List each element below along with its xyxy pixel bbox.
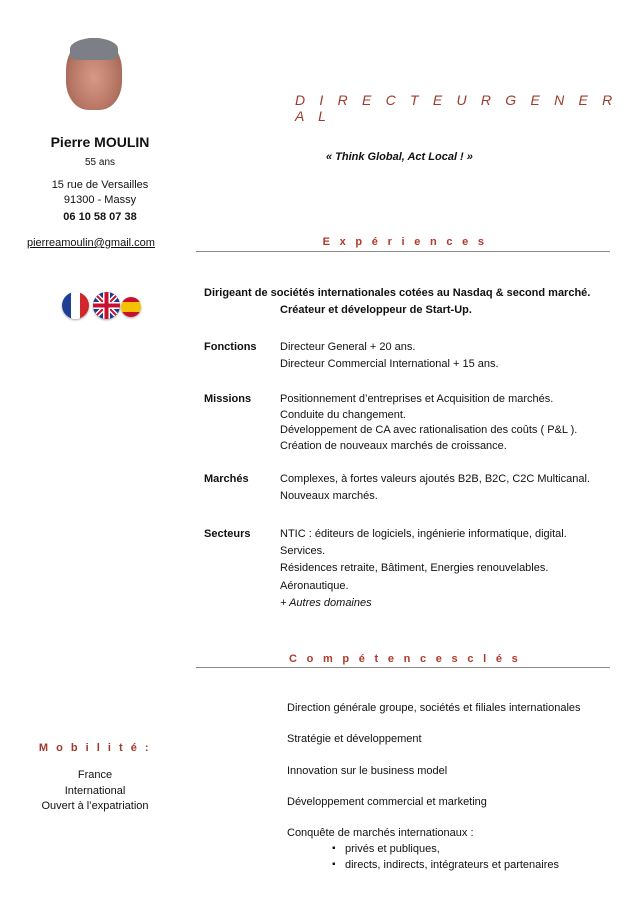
competence-subitem: ▪ directs, indirects, intégrateurs et partenaires [345,859,559,871]
profile-photo [66,38,122,110]
experience-item: + Autres domaines [280,597,372,609]
experience-label-marches: Marchés [204,473,249,485]
competence-item: Innovation sur le business model [287,765,448,777]
experience-item: Complexes, à fortes valeurs ajoutés B2B, B2C, C2C Multicanal. [280,473,590,485]
address-line-1: 15 rue de Versailles [51,179,149,191]
spain-flag-icon [121,297,141,317]
job-title: D I R E C T E U R G E N E R A L [295,92,618,124]
experience-item: Conduite du changement. [280,409,406,421]
competences-heading: C o m p é t e n c e s c l é s [288,653,522,665]
competence-item: Direction générale groupe, sociétés et filiales internationales [287,702,581,714]
section-divider [196,667,610,668]
experience-intro: Dirigeant de sociétés internationales cotées au Nasdaq & second marché. [204,287,591,299]
competence-item: Conquête de marchés internationaux : [287,827,474,839]
mobility-line: France [77,769,113,781]
experience-item: Directeur General + 20 ans. [280,341,416,353]
mobility-heading: M o b i l i t é : [38,742,152,754]
motto: « Think Global, Act Local ! » [326,151,473,163]
experience-label-fonctions: Fonctions [204,341,257,353]
phone-number: 06 10 58 07 38 [63,211,137,223]
competence-item: Stratégie et développement [287,733,422,745]
experiences-heading: E x p é r i e n c e s [322,236,488,248]
mobility-line: Ouvert à l’expatriation [41,800,149,812]
experience-item: Positionnement d’entreprises et Acquisition de marchés. [280,393,554,405]
competence-subitem: ▪ privés et publiques, [345,843,440,855]
experience-label-secteurs: Secteurs [204,528,251,540]
candidate-age: 55 ans [84,157,116,168]
french-flag-icon [62,292,89,319]
experience-item: Création de nouveaux marchés de croissance. [280,440,507,452]
mobility-line: International [64,785,126,797]
candidate-name: Pierre MOULIN [50,134,150,150]
experience-item: Développement de CA avec rationalisation des coûts ( P&L ). [280,424,578,436]
experience-item: Résidences retraite, Bâtiment, Energies renouvelables. [280,562,549,574]
experience-intro: Créateur et développeur de Start-Up. [280,304,472,316]
experience-item: Aéronautique. [280,580,349,592]
experience-label-missions: Missions [204,393,252,405]
experience-item: Directeur Commercial International + 15 ans. [280,358,499,370]
experience-item: NTIC : éditeurs de logiciels, ingénierie informatique, digital. [280,528,567,540]
email-link[interactable]: pierreamoulin@gmail.com [27,237,155,249]
address-line-2: 91300 - Massy [63,194,137,206]
competence-item: Développement commercial et marketing [287,796,487,808]
experience-item: Nouveaux marchés. [280,490,378,502]
section-divider [196,251,610,252]
uk-flag-icon [93,292,120,319]
experience-item: Services. [280,545,326,557]
